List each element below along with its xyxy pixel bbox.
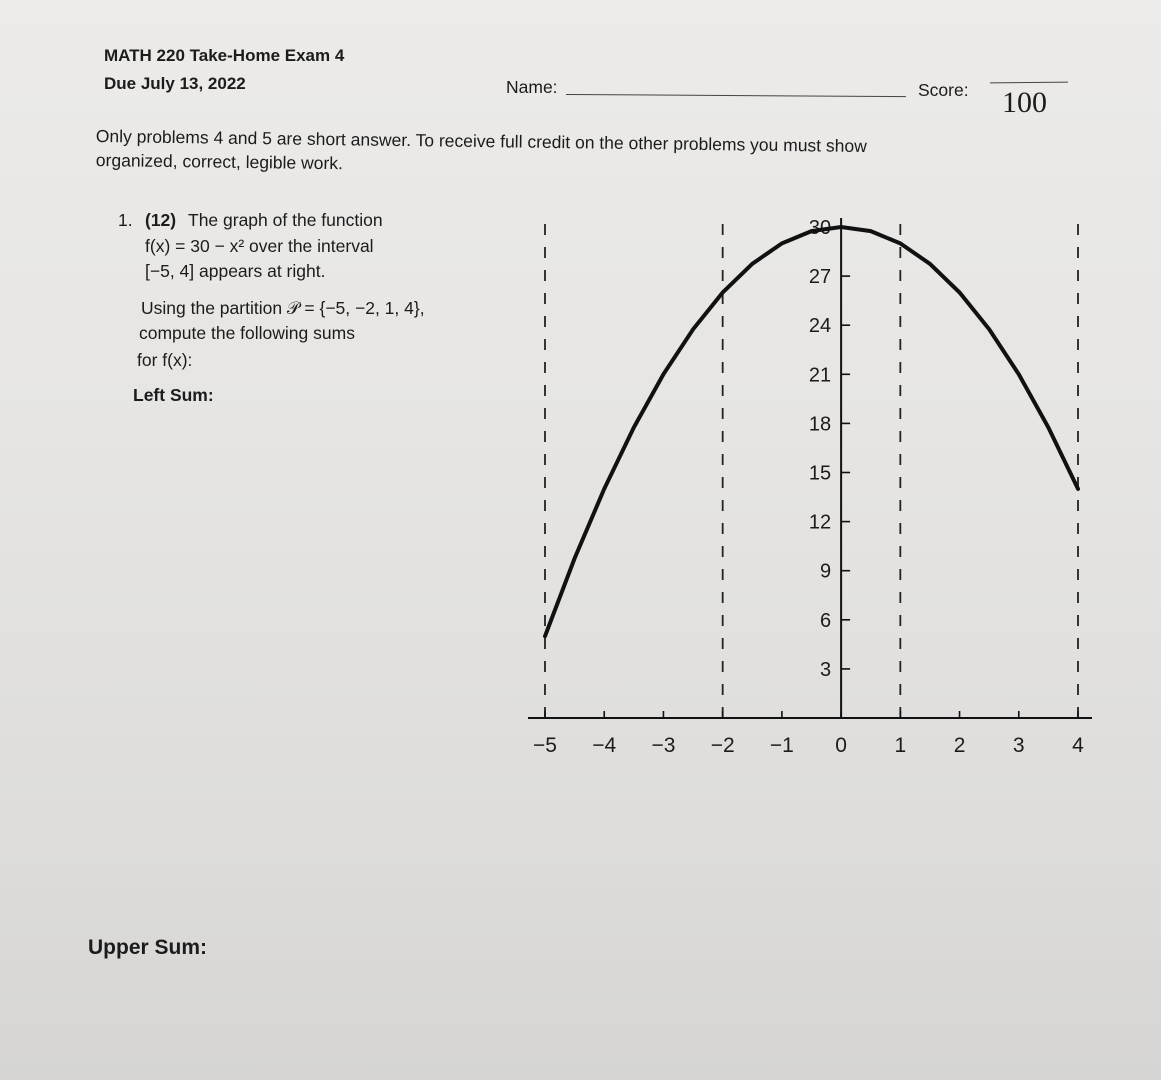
problem-for-f: for f(x): [137,350,193,370]
instructions-line-1: Only problems 4 and 5 are short answer. To receive full credit on the other problems you must show [95,126,867,157]
x-tick-label-4: 4 [1072,734,1084,757]
problem-interval: [−5, 4] appears at right. [145,261,326,281]
x-tick-label-−2: −2 [710,734,735,757]
y-tick-label-9: 9 [819,560,832,583]
course-title: MATH 220 Take-Home Exam 4 [104,46,345,65]
y-tick-label-24: 24 [808,315,832,338]
left-sum-label: Left Sum: [133,385,214,405]
name-label: Name: [506,77,558,97]
y-tick-label-21: 21 [808,364,832,387]
problem-points: (12) [145,210,177,230]
x-tick-label-−3: −3 [651,734,676,757]
x-tick-label-1: 1 [894,734,907,757]
x-tick-label-2: 2 [953,734,966,757]
x-tick-label-−4: −4 [592,734,617,757]
x-tick-label-−5: −5 [533,734,557,757]
problem-compute: compute the following sums [139,323,355,343]
y-tick-label-27: 27 [808,266,832,289]
instructions-line-2: organized, correct, legible work. [95,150,344,174]
y-tick-label-15: 15 [808,462,832,485]
problem-text-a: The graph of the function [188,210,383,230]
problem-function: f(x) = 30 − x² over the interval [145,236,374,256]
y-tick-label-18: 18 [808,413,832,436]
y-tick-label-6: 6 [819,609,832,632]
y-tick-label-30: 30 [808,217,832,239]
upper-sum-label: Upper Sum: [88,936,208,959]
y-tick-label-12: 12 [808,511,832,534]
x-tick-label-3: 3 [1012,734,1025,757]
due-date: Due July 13, 2022 [104,74,246,93]
y-axis-ticks [809,217,850,681]
x-tick-label-−1: −1 [769,734,794,757]
score-label: Score: [918,80,969,100]
problem-partition: Using the partition 𝒫 = {−5, −2, 1, 4}, [141,298,425,318]
score-total: 100 [1002,86,1047,119]
y-tick-label-3: 3 [819,658,832,681]
problem-number: 1. [118,210,133,230]
x-tick-label-0: 0 [835,734,847,757]
